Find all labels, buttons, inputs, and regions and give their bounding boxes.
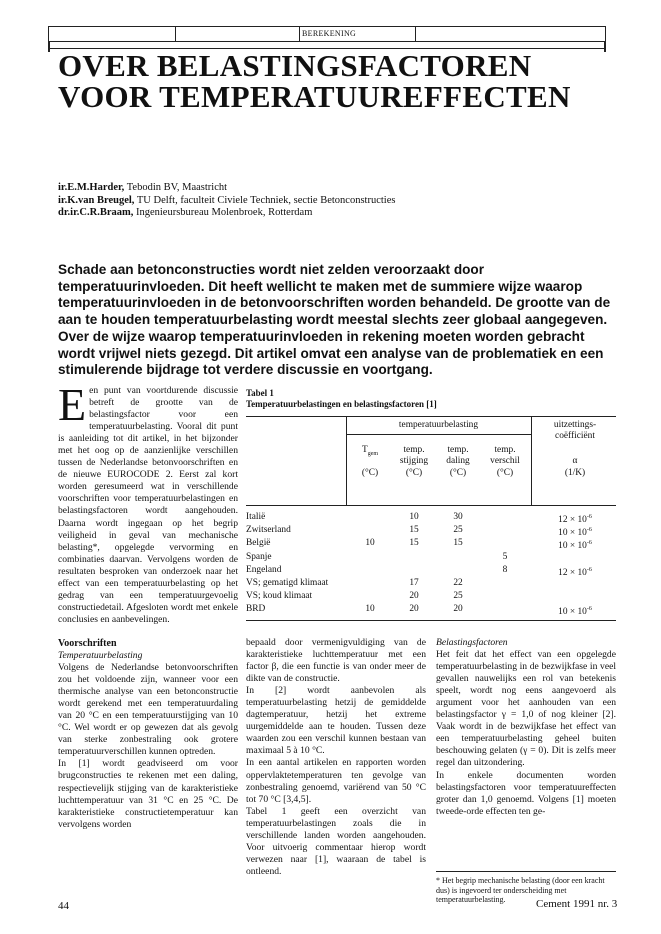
col-unit-stijging: (°C) bbox=[405, 468, 423, 478]
article-title: OVER BELASTINGSFACTOREN VOOR TEMPERATUUREFFECTEN bbox=[58, 48, 571, 114]
cell-country: VS; gematigd klimaat bbox=[246, 578, 329, 588]
body-paragraph: Volgens de Nederlandse betonvoorschriften zou het voldoende zijn, wanneer voor een thermische analyse van een betonconstructie wordt gerekend met een temperatuurdaling van 20 °C en een temperatuurstijging van 10 °C. Wel wordt er op gewezen dat als gevolg van sterke zonbestraling ook grotere temperatuurverschillen kunnen optreden. bbox=[58, 662, 238, 758]
author-line: dr.ir.C.R.Braam, Ingenieursbureau Molenbroek, Rotterdam bbox=[58, 207, 313, 218]
body-paragraph: Het feit dat het effect van een opgelegde temperatuurbelasting in de bezwijkfase in veel gevallen nauwelijks een rol van betekenis speelt, wordt nog eens aangevoerd als argument voor het aanhouden van een belastingsfactor γ = 1,0 of nog kleiner [2]. Vaak wordt in de bezwijkfase het effect van een temperatuurbelasting geheel buiten beschouwing gelaten (γ = 0). Dit is zelfs meer regel dan uitzondering. bbox=[436, 649, 616, 769]
section-heading: Voorschriften bbox=[58, 637, 117, 649]
coef-header-1: uitzettings- bbox=[553, 420, 597, 430]
drop-cap: E bbox=[58, 379, 87, 430]
cell-country: Italië bbox=[246, 512, 266, 522]
body-paragraph: In enkele documenten worden belastingsfactoren voor temperatuureffecten groter dan 1,0 genoemd. Volgens [1] moeten tweede-orde effecten ten ge- bbox=[436, 769, 616, 817]
cell-stijging: 20 bbox=[409, 604, 419, 615]
cell-verschil: 5 bbox=[502, 551, 508, 562]
cell-daling: 15 bbox=[453, 538, 463, 549]
cell-stijging: 17 bbox=[409, 578, 419, 588]
table-label: Tabel 1 bbox=[246, 388, 274, 398]
body-paragraph: bepaald door vermenigvuldiging van de karakteristieke luchttemperatuur met een factor β, die een functie is van onder meer de dikte van de constructie. bbox=[246, 637, 426, 685]
author-line: ir.K.van Breugel, TU Delft, faculteit Civiele Techniek, sectie Betonconstructies bbox=[58, 194, 396, 206]
subsection-heading: Temperatuurbelasting bbox=[58, 649, 143, 661]
cell-daling: 25 bbox=[453, 525, 463, 536]
cell-coef: $10 \times 10^{-6}$ bbox=[558, 527, 592, 539]
column-3 bbox=[436, 637, 616, 818]
cell-country: Engeland bbox=[246, 564, 282, 575]
author-list bbox=[58, 182, 618, 220]
body-paragraph: Tabel 1 geeft een overzicht van temperatuurbelastingen zoals die in verschillende landen worden aangehouden. Voor uitvoerig commentaar hierop wordt verwezen naar [1], waaraan de tabel is ontleend. bbox=[246, 805, 426, 877]
cell-country: Spanje bbox=[246, 551, 272, 562]
coef-header-2: coëfficiënt bbox=[555, 431, 595, 441]
cell-stijging: 15 bbox=[409, 538, 419, 549]
cell-daling: 25 bbox=[453, 591, 463, 602]
col-header-stijging-1: temp. bbox=[403, 445, 425, 455]
cell-daling: 22 bbox=[453, 578, 463, 588]
group-header: temperatuurbelasting bbox=[398, 420, 479, 430]
header-rule-left bbox=[48, 42, 50, 52]
coef-symbol: α bbox=[572, 456, 578, 466]
coef-unit: (1/K) bbox=[564, 468, 586, 478]
cell-coef: $10 \times 10^{-6}$ bbox=[558, 540, 592, 552]
col-unit-tgem: (°C) bbox=[361, 468, 379, 478]
footnote: * Het begrip mechanische belasting (door een kracht dus) is ingevoerd ter onderscheiding met temperatuurbelasting. bbox=[436, 876, 605, 905]
body-paragraph: In [2] wordt aanbevolen als temperatuurbelasting hetzij de gemiddelde dagtemperatuur, hetzij het extreme uurgemiddelde aan te houden. Tussen deze waarden zou een verschil kunnen bestaan van maximaal 5 à 10 °C. bbox=[246, 685, 426, 757]
cell-stijging: 20 bbox=[409, 591, 419, 602]
col-header-verschil-1: temp. bbox=[494, 445, 516, 455]
footnote-rule bbox=[436, 871, 616, 872]
lead-paragraph: Schade aan betonconstructies wordt niet zelden veroorzaakt door temperatuurinvloeden. Dit heeft wellicht te maken met de summiere wijze waarop temperatuurinvloeden in de betonvoorschriften worden behandeld. De grootte van de aan te houden temperatuurbelasting wordt meestal slechts zeer globaal aangegeven. Over de wijze waarop temperatuurinvloeden in rekening moeten worden gebracht wordt vrijwel niets gezegd. Dit artikel omvat een analyse van de problematiek en een stimulerende bijdrage tot verdere discussie en voortgang. bbox=[58, 262, 611, 378]
cell-country: BRD bbox=[246, 604, 266, 615]
author-line: ir.E.M.Harder, Tebodin BV, Maastricht bbox=[58, 182, 228, 193]
col-unit-verschil: (°C) bbox=[496, 468, 514, 478]
cell-stijging: 10 bbox=[409, 512, 419, 522]
body-paragraph: In [1] wordt geadviseerd om voor brugconstructies te rekenen met een daling, respectievelijk stijging van de karakteristieke luchttemperatuur van 31 °C en 25 °C. De karakteristieke constructietemperatuur kan vervolgens worden bbox=[58, 758, 238, 830]
cell-tgem: 10 bbox=[365, 538, 375, 549]
cell-country: Zwitserland bbox=[246, 525, 291, 536]
cell-country: VS; koud klimaat bbox=[246, 591, 313, 602]
table-title: Temperatuurbelastingen en belastingsfactoren [1] bbox=[246, 399, 437, 409]
column-1 bbox=[58, 379, 238, 831]
cell-stijging: 15 bbox=[409, 525, 419, 536]
body-paragraph: In een aantal artikelen en rapporten worden oppervlaktetemperaturen ten gevolge van zonbestraling genoemd, variërend van 50 °C tot 70 °C [3,4,5]. bbox=[246, 757, 426, 805]
cell-daling: 30 bbox=[453, 512, 463, 522]
cell-verschil: 8 bbox=[502, 564, 508, 575]
col-header-tgem: $T_{gem}$ bbox=[361, 445, 379, 457]
section-header-band bbox=[48, 26, 606, 42]
col-header-daling-2: daling bbox=[446, 456, 470, 466]
page-number: 44 bbox=[58, 900, 69, 912]
cell-tgem: 10 bbox=[365, 604, 375, 615]
col-unit-daling: (°C) bbox=[449, 468, 467, 478]
col-header-verschil-2: verschil bbox=[490, 456, 520, 466]
col-header-stijging-2: stijging bbox=[399, 456, 429, 466]
cell-coef: $10 \times 10^{-6}$ bbox=[558, 606, 592, 618]
temperature-table bbox=[246, 416, 616, 621]
col-header-daling-1: temp. bbox=[447, 445, 469, 455]
cell-coef: $12 \times 10^{-6}$ bbox=[558, 566, 592, 578]
intro-paragraph: en punt van voortdurende discussie betreft de grootte van de belastingsfactor voor een temperatuurbelasting. Vooral dit punt is aanleiding tot dit artikel, in het bijzonder met het oog op de aanzienlijke verschillen tussen de Nederlandse betonvoorschriften en de nieuwe EUROCODE 2. Eerst zal kort worden geresumeerd wat in verschillende voorschriften voor temperatuurbelastingen en belastingsfactoren wordt aangehouden. Daarna wordt ingegaan op het begrip veiligheid in geval van mechanische belasting*, opgelegde vervorming en combinaties daarvan. Vervolgens worden de resultaten besproken van onderzoek naar het effect van een temperatuurbelasting op het gedrag van een temperatuurgevoelig constructiedetail. Afgesloten wordt met enkele conclusies en aanbevelingen. bbox=[58, 385, 238, 625]
cell-country: België bbox=[246, 538, 271, 549]
journal-info: Cement 1991 nr. 3 bbox=[536, 898, 618, 910]
column-2 bbox=[246, 637, 426, 878]
cell-daling: 20 bbox=[453, 604, 463, 615]
subsection-heading: Belastingsfactoren bbox=[436, 637, 508, 648]
table-caption bbox=[246, 388, 616, 410]
cell-coef: $12 \times 10^{-6}$ bbox=[558, 514, 592, 526]
section-label: BEREKENING bbox=[302, 29, 357, 38]
